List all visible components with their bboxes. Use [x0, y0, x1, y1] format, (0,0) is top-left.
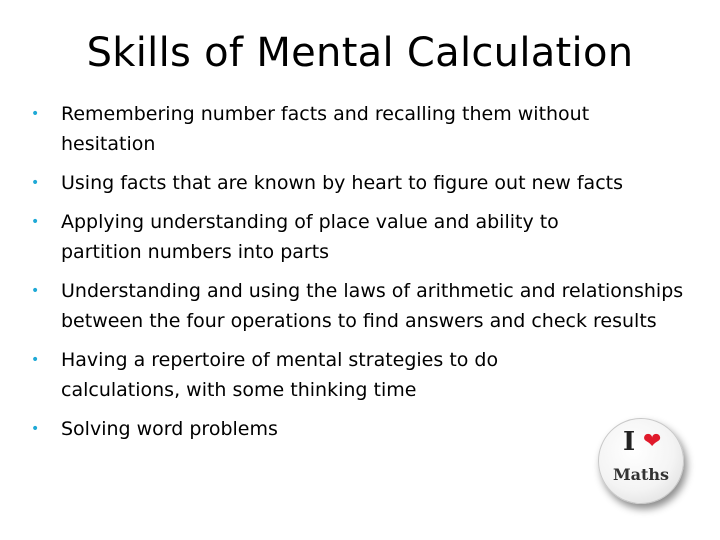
bullet-item: [28, 168, 661, 198]
slide-title: Skills of Mental Calculation: [86, 30, 634, 76]
bullet-item: [28, 414, 601, 444]
bullet-item: [28, 276, 720, 336]
bullet-text: Solving word problems: [61, 418, 278, 440]
bullet-item: [28, 99, 661, 159]
badge-maths-text: Maths: [612, 465, 670, 484]
bullet-icon: •: [31, 283, 40, 299]
bullet-icon: •: [31, 214, 40, 230]
bullet-item: [28, 207, 641, 267]
bullet-list: [28, 99, 698, 453]
bullet-text: Using facts that are known by heart to figure out new facts: [61, 172, 623, 194]
i-love-maths-badge: [598, 418, 684, 504]
bullet-text: Applying understanding of place value and ability to partition numbers into parts: [61, 211, 559, 263]
bullet-text: Remembering number facts and recalling them without hesitation: [61, 103, 590, 155]
bullet-text: Having a repertoire of mental strategies to do calculations, with some thinking time: [61, 349, 499, 401]
badge-i-text: I: [623, 427, 636, 457]
bullet-text: Understanding and using the laws of arithmetic and relationships between the four operations to find answers and check results: [61, 280, 684, 332]
bullet-icon: •: [31, 175, 40, 191]
bullet-item: [28, 345, 601, 405]
bullet-icon: •: [31, 352, 40, 368]
heart-icon: ❤: [643, 429, 662, 454]
bullet-icon: •: [31, 106, 40, 122]
bullet-icon: •: [31, 421, 40, 437]
